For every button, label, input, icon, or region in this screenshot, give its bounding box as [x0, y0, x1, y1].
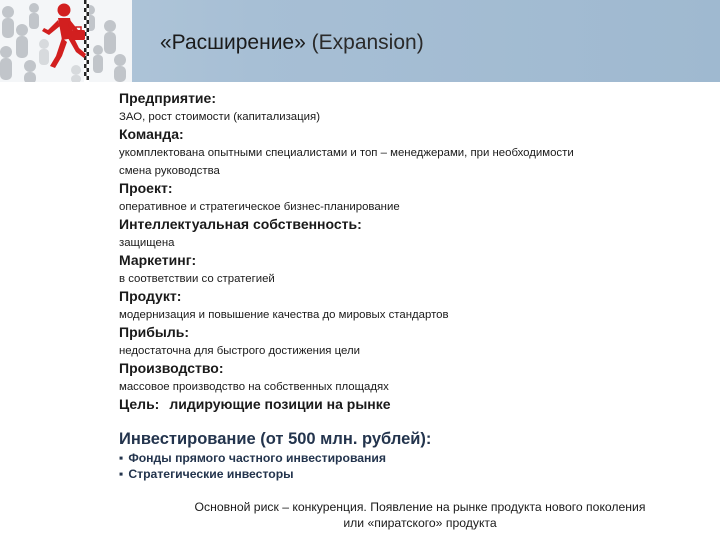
investment-item: ▪ Фонды прямого частного инвестирования: [119, 451, 387, 465]
slide-title: [160, 31, 700, 55]
section-heading: Прибыль:: [119, 324, 189, 340]
section-text: массовое производство на собственных площадях: [119, 380, 389, 393]
section-text: укомплектована опытными специалистами и топ – менеджерами, при необходимости: [119, 146, 574, 159]
header-illustration: [0, 0, 132, 82]
section-text: оперативное и стратегическое бизнес-планирование: [119, 200, 400, 213]
company-profile: [119, 88, 704, 412]
section-heading: Производство:: [119, 360, 224, 376]
goal-label: Цель:: [119, 396, 160, 412]
bullet-icon: ▪: [119, 451, 124, 465]
bullet-icon: ▪: [119, 467, 124, 481]
section-heading: Маркетинг:: [119, 252, 197, 268]
risk-line-1: Основной риск – конкуренция. Появление на рынке продукта нового поколения: [194, 500, 646, 514]
section-text: смена руководства: [119, 164, 220, 177]
section-text: модернизация и повышение качества до мировых стандартов: [119, 308, 449, 321]
section-heading: Предприятие:: [119, 90, 216, 106]
section-heading: Команда:: [119, 126, 184, 142]
section-heading: Продукт:: [119, 288, 182, 304]
running-figure-illustration: [0, 0, 132, 82]
section-text: защищена: [119, 236, 175, 249]
checkered-line-icon: [84, 0, 89, 82]
section-text: в соответствии со стратегией: [119, 272, 275, 285]
slide-title-en: (Expansion): [311, 31, 424, 54]
investment-title: Инвестирование (от 500 млн. рублей):: [119, 430, 432, 448]
slide-title-ru: «Расширение»: [160, 31, 306, 54]
section-heading: Проект:: [119, 180, 173, 196]
section-text: недостаточна для быстрого достижения цели: [119, 344, 361, 357]
goal-line: [119, 394, 704, 412]
goal-value: лидирующие позиции на рынке: [169, 396, 391, 412]
risk-line-2: или «пиратского» продукта: [343, 516, 497, 530]
section-text: ЗАО, рост стоимости (капитализация): [119, 110, 320, 123]
section-heading: Интеллектуальная собственность:: [119, 216, 362, 232]
investment-item: ▪ Стратегические инвесторы: [119, 467, 294, 481]
